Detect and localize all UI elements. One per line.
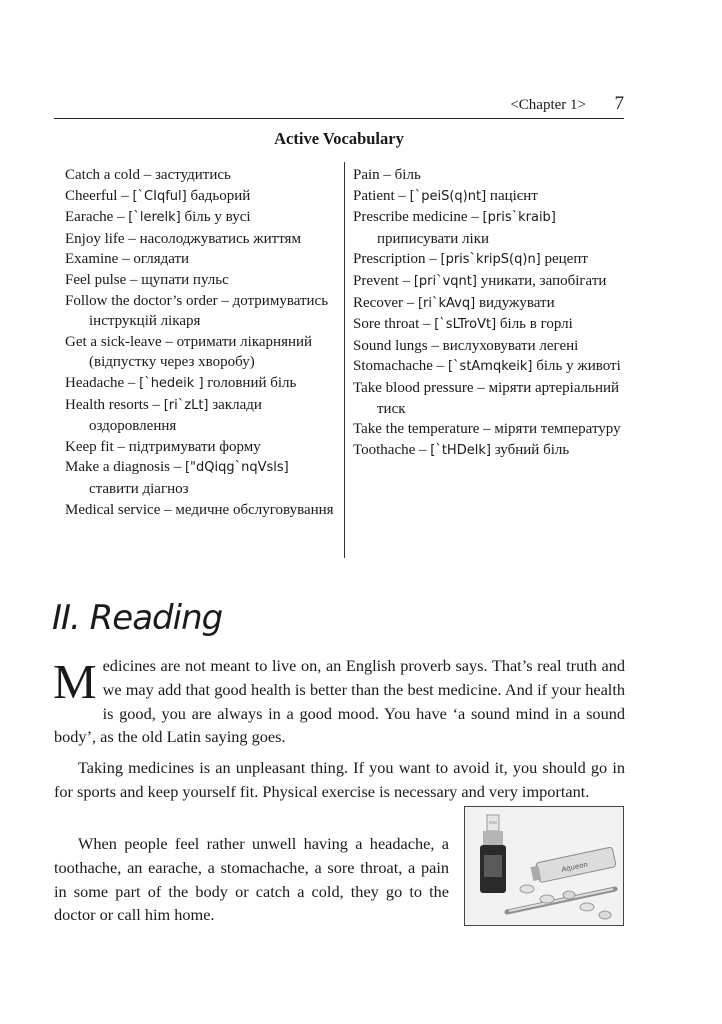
vocab-term: Feel pulse	[65, 271, 127, 288]
tube-label: Aqueon	[560, 860, 589, 874]
vocab-translation: біль у вусі	[184, 209, 251, 226]
vocab-term: Headache	[65, 374, 125, 391]
vocab-translation: оглядати	[133, 251, 190, 268]
vocab-term: Prevent	[353, 272, 399, 289]
vocab-entry: Catch a cold – застудитись	[65, 167, 231, 183]
vocab-translation: щупати пульс	[141, 271, 229, 288]
vocab-entry: Medical service – медичне обслуговування	[65, 501, 334, 518]
vocab-entry: Prescription – [pris`kripS(q)n] рецепт	[353, 251, 588, 268]
vocab-entry: Prevent – [pri`vqnt] уникати, запобігати	[353, 272, 607, 289]
vocab-translation: уникати, запобігати	[480, 272, 607, 289]
vocab-entry: Make a diagnosis – ["dQiqg`nqVsls] ставити діагноз	[65, 459, 289, 497]
vocab-translation: міряти артеріальний тиск	[377, 379, 620, 417]
vocab-entry: Patient – [`peiS(q)nt] пацієнт	[353, 187, 538, 204]
vocab-translation: біль	[394, 167, 421, 183]
vocab-term: Keep fit	[65, 438, 114, 455]
vocab-translation: рецепт	[544, 251, 588, 268]
vocab-translation: насолоджуватись життям	[139, 230, 301, 247]
vocab-term: Follow the doctor’s order	[65, 292, 218, 309]
vocab-term: Toothache	[353, 441, 416, 458]
vocab-term: Cheerful	[65, 187, 118, 204]
vocab-entry: Get a sick-leave – отримати лікарняний (відпустку через хворобу)	[65, 333, 313, 371]
vocab-translation: головний біль	[207, 374, 297, 391]
vocab-term: Catch a cold	[65, 167, 140, 183]
vocab-term: Pain	[353, 167, 380, 183]
running-header	[54, 93, 624, 119]
vocab-term: Take the temperature	[353, 421, 480, 438]
drop-cap: M	[53, 654, 97, 709]
vocab-phonetic: [pris`kraib]	[482, 210, 556, 226]
vocab-term: Health resorts	[65, 396, 149, 413]
vocab-entry: Sore throat – [`sLTroVt] біль в горлі	[353, 316, 573, 333]
vocab-term: Get a sick-leave	[65, 333, 162, 350]
vocab-term: Take blood pressure	[353, 379, 474, 396]
vocab-translation: зубний біль	[494, 441, 570, 458]
vocab-translation: медичне обслуговування	[175, 501, 334, 518]
vocab-translation: підтримувати форму	[128, 438, 261, 455]
vocab-entry: Take blood pressure – міряти артеріальний тиск	[353, 379, 620, 417]
vocab-entry: Pain – біль	[353, 167, 421, 183]
vocab-entry: Feel pulse – щупати пульс	[65, 271, 229, 288]
page-number: 7	[614, 93, 624, 114]
vocabulary-left-column	[65, 165, 337, 520]
vocab-entry: Prescribe medicine – [pris`kraib] приписувати ліки	[353, 209, 556, 247]
vocab-term: Enjoy life	[65, 230, 125, 247]
vocab-phonetic: [`sLTroVt]	[434, 317, 497, 333]
reading-paragraph-3: When people feel rather unwell having a headache, a toothache, an earache, a stomachache, a sore throat, a pain in some part of the body or catch a cold, they go to the doctor or call him home.	[54, 834, 449, 925]
vocab-term: Sound lungs	[353, 337, 428, 354]
vocab-translation: міряти температуру	[494, 421, 621, 438]
chapter-label: <Chapter 1>	[510, 97, 586, 113]
vocabulary-right-column	[353, 165, 623, 461]
reading-paragraph-2: Taking medicines is an unpleasant thing. If you want to avoid it, you should go in for sports and keep yourself fit. Physical exercise is necessary and very important.	[54, 758, 625, 801]
vocab-entry: Follow the doctor’s order – дотримуватись інструкцій лікаря	[65, 292, 329, 330]
medicine-illustration	[465, 807, 622, 924]
vocab-entry: Cheerful – [`CIqful] бадьорий	[65, 187, 251, 204]
vocab-translation: дотримуватись інструкцій лікаря	[89, 292, 329, 330]
vocab-entry: Keep fit – підтримувати форму	[65, 438, 261, 455]
vocab-phonetic: [`tHDelk]	[430, 442, 491, 458]
vocab-entry: Headache – [`hedeik ] головний біль	[65, 374, 297, 391]
vocab-phonetic: [ri`zLt]	[163, 397, 209, 413]
vocab-entry: Toothache – [`tHDelk] зубний біль	[353, 441, 570, 458]
vocab-entry: Stomachache – [`stAmqkeik] біль у животі	[353, 358, 621, 375]
vocab-phonetic: [`stAmqkeik]	[447, 359, 533, 375]
vocab-term: Recover	[353, 294, 403, 311]
vocab-term: Stomachache	[353, 358, 433, 375]
vocab-translation: ставити діагноз	[89, 480, 189, 497]
vocab-term: Make a diagnosis	[65, 459, 170, 476]
vocab-term: Sore throat	[353, 316, 420, 333]
vocab-phonetic: [`hedeik ]	[139, 375, 204, 391]
vocab-entry: Enjoy life – насолоджуватись життям	[65, 230, 301, 247]
vocab-term: Prescription	[353, 251, 426, 268]
vocab-translation: отримати лікарняний (відпустку через хворобу)	[89, 333, 313, 371]
vocab-phonetic: [`lerelk]	[128, 210, 181, 226]
vocab-entry: Health resorts – [ri`zLt] заклади оздоровлення	[65, 396, 262, 435]
reading-paragraph-1	[54, 654, 625, 749]
medicine-photo	[464, 806, 624, 926]
vocab-term: Earache	[65, 209, 114, 226]
vocab-phonetic: ["dQiqg`nqVsls]	[184, 460, 289, 476]
vocab-entry: Examine – оглядати	[65, 251, 190, 268]
column-divider	[344, 162, 345, 558]
vocab-term: Patient	[353, 187, 395, 204]
vocab-translation: приписувати ліки	[377, 230, 490, 247]
vocab-translation: біль у животі	[536, 358, 621, 375]
vocab-entry: Take the temperature – міряти температуру	[353, 421, 621, 438]
vocab-entry: Earache – [`lerelk] біль у вусі	[65, 209, 251, 226]
vocab-translation: видужувати	[478, 294, 555, 311]
vocab-phonetic: [`CIqful]	[132, 188, 187, 204]
vocab-entry: Sound lungs – вислуховувати легені	[353, 337, 579, 354]
vocab-phonetic: [`peiS(q)nt]	[409, 188, 487, 204]
vocab-phonetic: [pris`kripS(q)n]	[440, 252, 541, 268]
vocab-term: Examine	[65, 251, 119, 268]
vocab-entry: Recover – [ri`kAvq] видужувати	[353, 294, 555, 311]
vocab-term: Prescribe medicine	[353, 209, 468, 226]
vocab-term: Medical service	[65, 501, 161, 518]
section-heading: II. Reading	[52, 598, 223, 638]
vocab-translation: застудитись	[154, 167, 231, 183]
vocab-translation: вислуховувати легені	[442, 337, 579, 354]
vocab-phonetic: [ri`kAvq]	[417, 295, 476, 311]
vocab-translation: біль в горлі	[499, 316, 573, 333]
vocab-translation: заклади оздоровлення	[89, 396, 262, 435]
vocabulary-title: Active Vocabulary	[274, 129, 404, 148]
paragraph-1-text: edicines are not meant to live on, an English proverb says. That’s real truth and we may add that good health is better than the best medicine. And if your health is good, you are always in a good mood. You have ‘a sound mind in a sound body’, as the old Latin saying goes.	[54, 656, 625, 747]
vocab-phonetic: [pri`vqnt]	[413, 273, 477, 289]
vocab-translation: пацієнт	[489, 187, 538, 204]
vocab-translation: бадьорий	[190, 187, 251, 204]
